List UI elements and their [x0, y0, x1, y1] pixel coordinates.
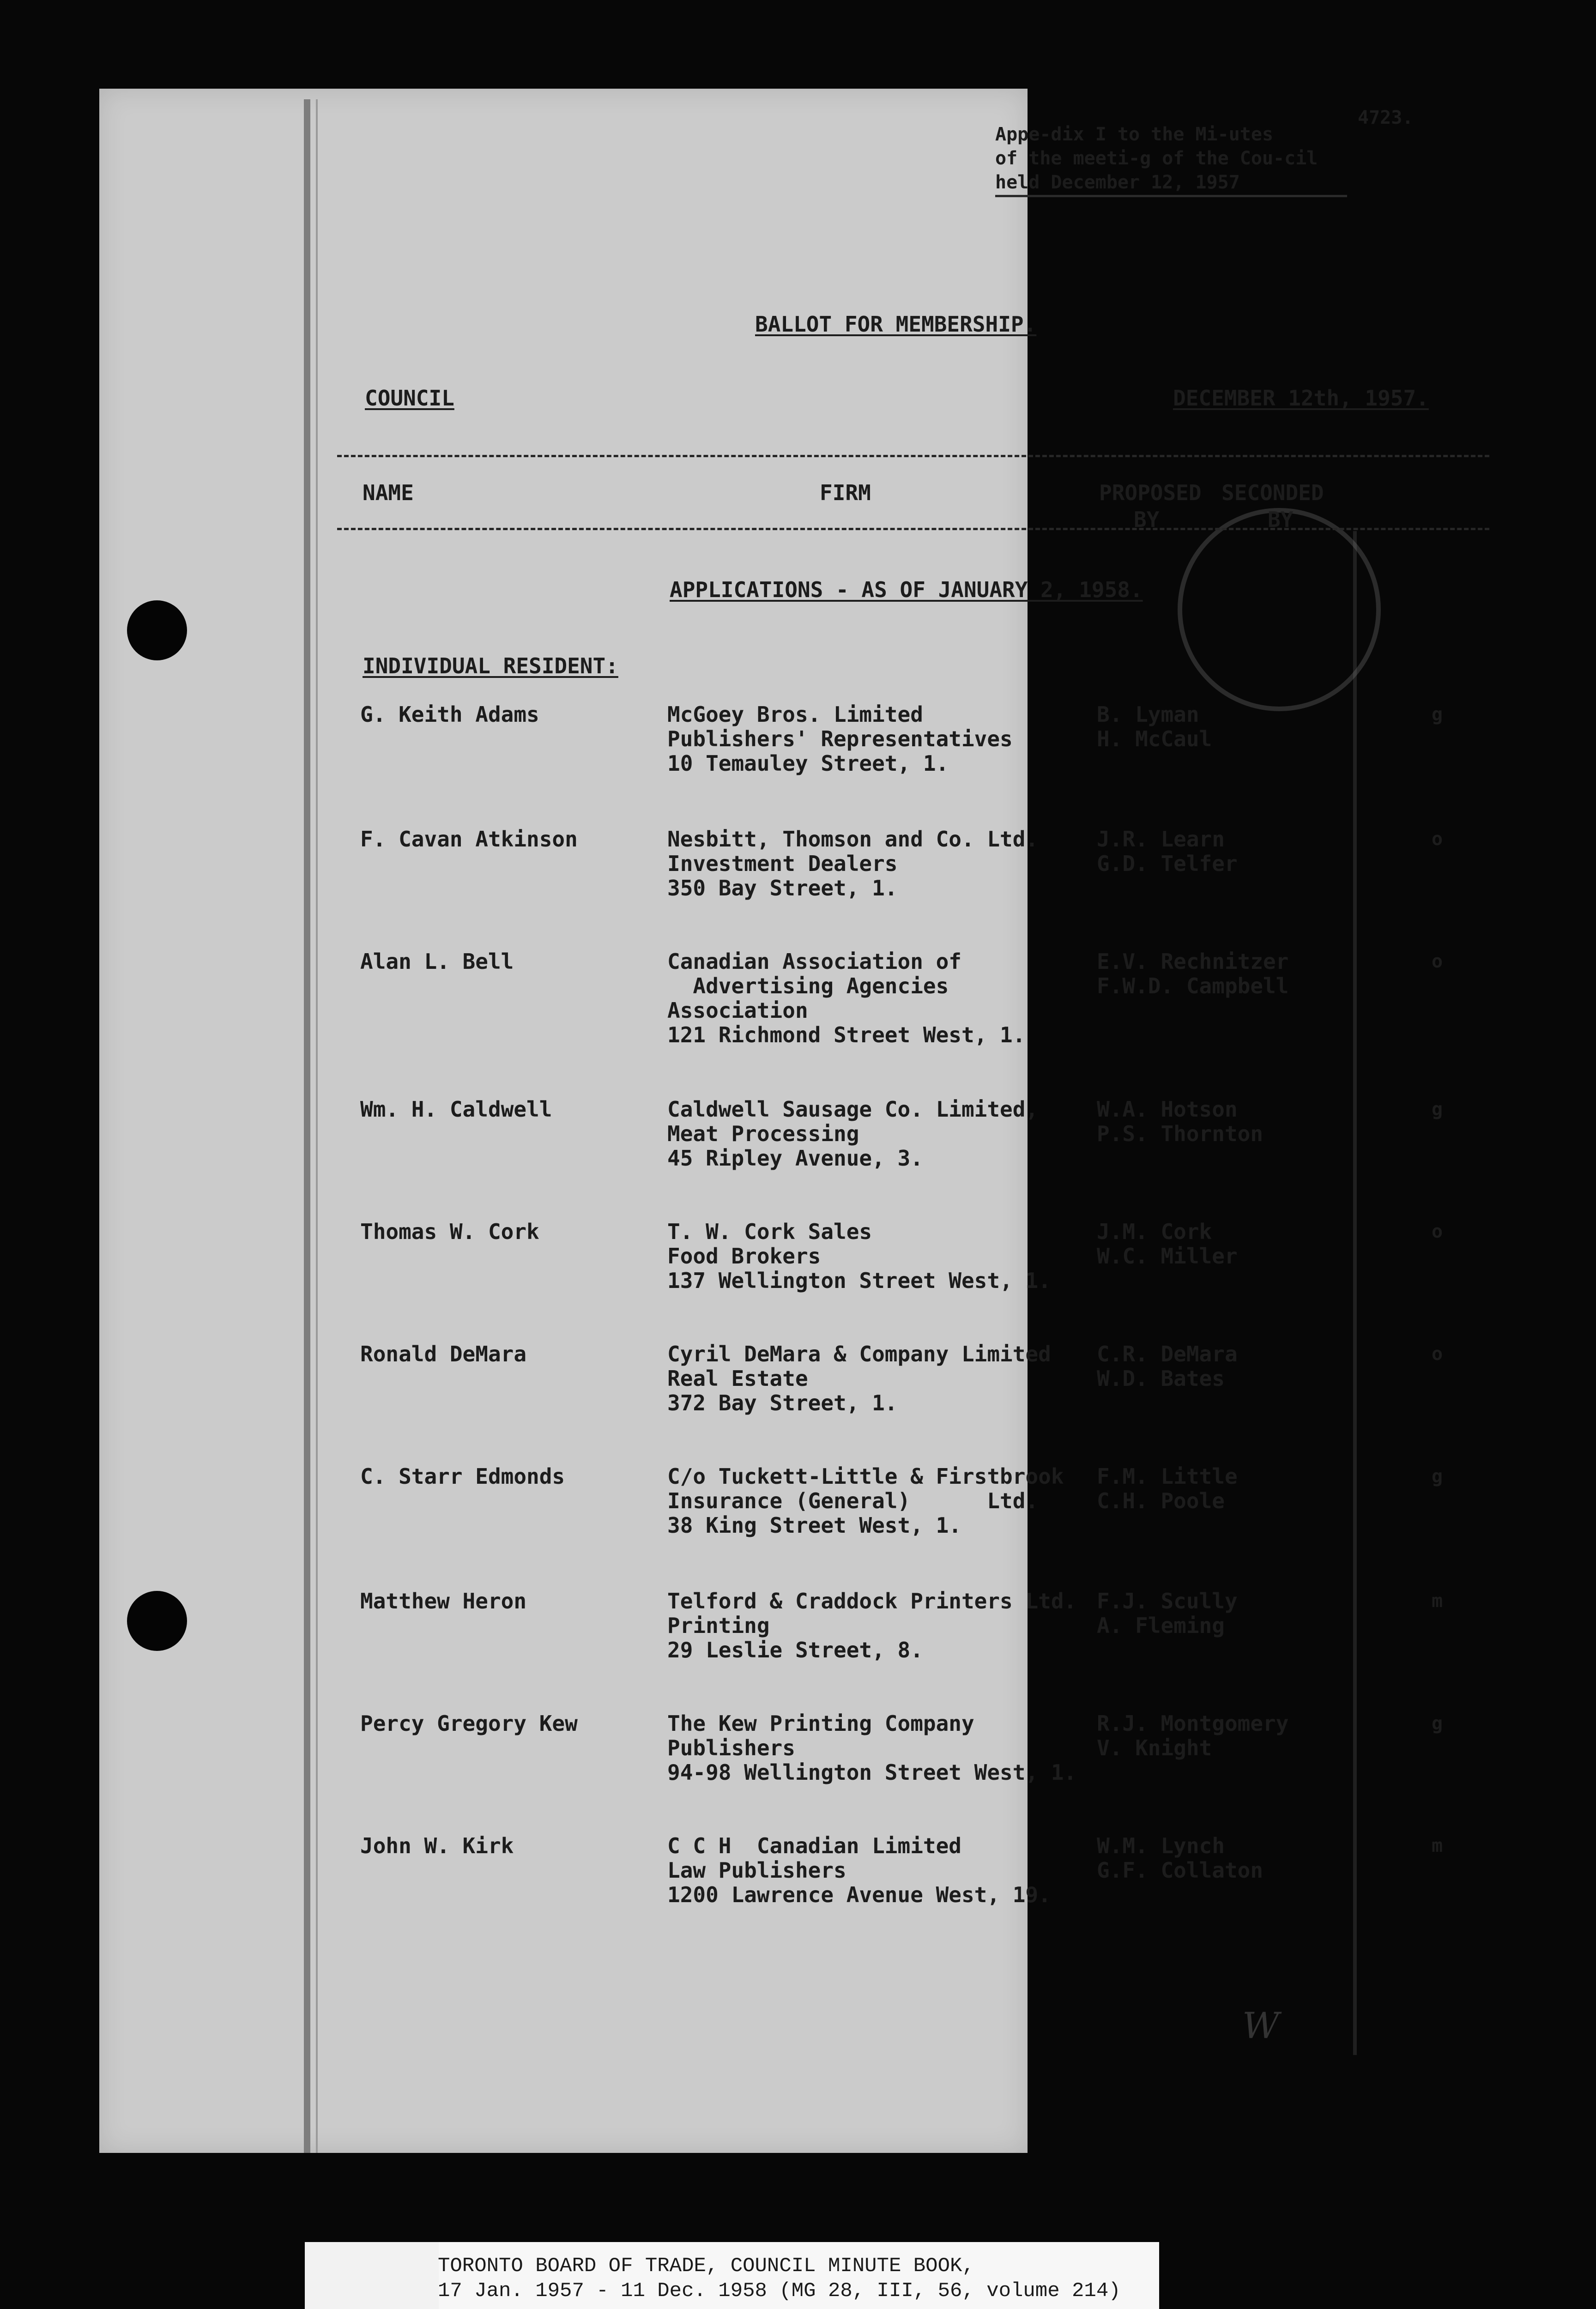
- applicant-firm-line: Advertising Agencies: [667, 973, 949, 998]
- column-proposed-header: PROPOSED: [1099, 480, 1202, 505]
- column-firm-header: FIRM: [820, 480, 871, 505]
- applicant-name: Thomas W. Cork: [360, 1219, 539, 1244]
- header-rule-top: [337, 455, 1489, 457]
- margin-rule: [304, 99, 310, 2153]
- applicant-firm-line: C/o Tuckett-Little & Firstbrook: [667, 1464, 1064, 1489]
- archive-reference-line-1: TORONTO BOARD OF TRADE, COUNCIL MINUTE BOOK,: [438, 2255, 974, 2278]
- applicant-seconded-by: W.C. Miller: [1097, 1244, 1238, 1269]
- applicant-name: Percy Gregory Kew: [360, 1711, 578, 1736]
- applicant-seconded-by: G.F. Collaton: [1097, 1858, 1264, 1883]
- appendix-underline: [995, 195, 1347, 197]
- applicant-name: C. Starr Edmonds: [360, 1464, 565, 1489]
- margin-rule-secondary: [316, 99, 318, 2153]
- applicant-name: John W. Kirk: [360, 1833, 514, 1858]
- applicant-seconded-by: A. Fleming: [1097, 1613, 1225, 1638]
- applicant-mark: g: [1432, 1466, 1443, 1487]
- applicant-firm-line: Food Brokers: [667, 1244, 821, 1269]
- faded-stamp-seal: [1178, 508, 1381, 711]
- applicant-firm-line: Real Estate: [667, 1366, 808, 1391]
- applicant-proposed-by: C.R. DeMara: [1097, 1342, 1238, 1366]
- applicant-firm-line: Meat Processing: [667, 1121, 859, 1146]
- page-number: 4723.: [1358, 107, 1414, 128]
- archive-reference-line-2: 17 Jan. 1957 - 11 Dec. 1958 (MG 28, III, 56, volume 214): [438, 2279, 1121, 2303]
- applicant-mark: m: [1432, 1835, 1443, 1856]
- applicant-mark: o: [1432, 1221, 1443, 1242]
- column-seconded-header: SECONDED: [1221, 480, 1324, 505]
- applicant-firm-line: T. W. Cork Sales: [667, 1219, 872, 1244]
- applicant-firm-line: Telford & Craddock Printers Ltd.: [667, 1589, 1077, 1614]
- applicant-mark: g: [1432, 1099, 1443, 1120]
- applicant-firm-line: Publishers: [667, 1735, 795, 1760]
- applicant-firm-line: Law Publishers: [667, 1858, 846, 1883]
- council-label: COUNCIL: [365, 386, 454, 411]
- applicant-seconded-by: V. Knight: [1097, 1735, 1212, 1760]
- punch-hole-bottom: [127, 1591, 187, 1651]
- applicant-seconded-by: P.S. Thornton: [1097, 1121, 1264, 1146]
- applicant-name: Matthew Heron: [360, 1589, 527, 1614]
- category-heading: INDIVIDUAL RESIDENT:: [363, 653, 618, 678]
- applicant-proposed-by: R.J. Montgomery: [1097, 1711, 1289, 1736]
- document-title: BALLOT FOR MEMBERSHIP.: [755, 312, 1037, 337]
- applicant-firm-line: McGoey Bros. Limited: [667, 702, 923, 727]
- applicant-firm-line: C C H Canadian Limited: [667, 1833, 961, 1858]
- section-heading: APPLICATIONS - AS OF JANUARY 2, 1958.: [670, 577, 1143, 602]
- applicant-firm-line: Caldwell Sausage Co. Limited,: [667, 1097, 1039, 1122]
- punch-hole-top: [127, 600, 187, 660]
- applicant-seconded-by: G.D. Telfer: [1097, 851, 1238, 876]
- applicant-name: G. Keith Adams: [360, 702, 539, 727]
- applicant-seconded-by: H. McCaul: [1097, 726, 1212, 751]
- applicant-firm-line: Association: [667, 998, 808, 1023]
- applicant-mark: o: [1432, 828, 1443, 850]
- applicant-seconded-by: C.H. Poole: [1097, 1488, 1225, 1513]
- applicant-firm-line: The Kew Printing Company: [667, 1711, 974, 1736]
- applicant-mark: m: [1432, 1590, 1443, 1612]
- column-proposed-by: BY: [1134, 507, 1160, 532]
- applicant-firm-line: 137 Wellington Street West, 1.: [667, 1268, 1051, 1293]
- column-name-header: NAME: [363, 480, 414, 505]
- faded-stamp-bleed: [1353, 531, 1426, 2055]
- applicant-firm-line: 121 Richmond Street West, 1.: [667, 1022, 1026, 1047]
- applicant-mark: o: [1432, 951, 1443, 972]
- applicant-firm-line: Printing: [667, 1613, 770, 1638]
- applicant-proposed-by: W.A. Hotson: [1097, 1097, 1238, 1122]
- applicant-seconded-by: F.W.D. Campbell: [1097, 973, 1289, 998]
- applicant-firm-line: Investment Dealers: [667, 851, 898, 876]
- applicant-firm-line: Canadian Association of: [667, 949, 961, 974]
- applicant-proposed-by: F.M. Little: [1097, 1464, 1238, 1489]
- applicant-firm-line: 38 King Street West, 1.: [667, 1513, 961, 1538]
- meeting-date: DECEMBER 12th, 1957.: [1173, 386, 1429, 411]
- applicant-firm-line: Cyril DeMara & Company Limited: [667, 1342, 1051, 1366]
- applicant-mark: g: [1432, 704, 1443, 725]
- appendix-line-1: Appe-dix I to the Mi-utes: [995, 124, 1274, 145]
- applicant-name: Ronald DeMara: [360, 1342, 527, 1366]
- applicant-proposed-by: F.J. Scully: [1097, 1589, 1238, 1614]
- applicant-proposed-by: E.V. Rechnitzer: [1097, 949, 1289, 974]
- applicant-name: Wm. H. Caldwell: [360, 1097, 552, 1122]
- applicant-firm-line: 29 Leslie Street, 8.: [667, 1638, 923, 1662]
- header-rule-bottom: [337, 528, 1489, 530]
- applicant-firm-line: Publishers' Representatives: [667, 726, 1013, 751]
- applicant-proposed-by: B. Lyman: [1097, 702, 1199, 727]
- applicant-firm-line: 94-98 Wellington Street West, 1.: [667, 1760, 1077, 1785]
- appendix-line-3: held December 12, 1957: [995, 172, 1240, 193]
- applicant-mark: o: [1432, 1343, 1443, 1365]
- applicant-name: F. Cavan Atkinson: [360, 827, 578, 852]
- handwritten-initials: W: [1242, 2005, 1280, 2047]
- applicant-firm-line: 1200 Lawrence Avenue West, 19.: [667, 1882, 1051, 1907]
- applicant-proposed-by: W.M. Lynch: [1097, 1833, 1225, 1858]
- applicant-proposed-by: J.R. Learn: [1097, 827, 1225, 852]
- appendix-line-2: of the meeti-g of the Cou-cil: [995, 148, 1318, 169]
- applicant-firm-line: 45 Ripley Avenue, 3.: [667, 1146, 923, 1171]
- applicant-name: Alan L. Bell: [360, 949, 514, 974]
- applicant-firm-line: Insurance (General) Ltd.: [667, 1488, 1039, 1513]
- applicant-firm-line: 372 Bay Street, 1.: [667, 1390, 898, 1415]
- applicant-mark: g: [1432, 1713, 1443, 1734]
- applicant-firm-line: 10 Temauley Street, 1.: [667, 751, 949, 776]
- applicant-proposed-by: J.M. Cork: [1097, 1219, 1212, 1244]
- applicant-firm-line: Nesbitt, Thomson and Co. Ltd.: [667, 827, 1039, 852]
- applicant-firm-line: 350 Bay Street, 1.: [667, 876, 898, 901]
- applicant-seconded-by: W.D. Bates: [1097, 1366, 1225, 1391]
- column-seconded-by: BY: [1268, 507, 1294, 532]
